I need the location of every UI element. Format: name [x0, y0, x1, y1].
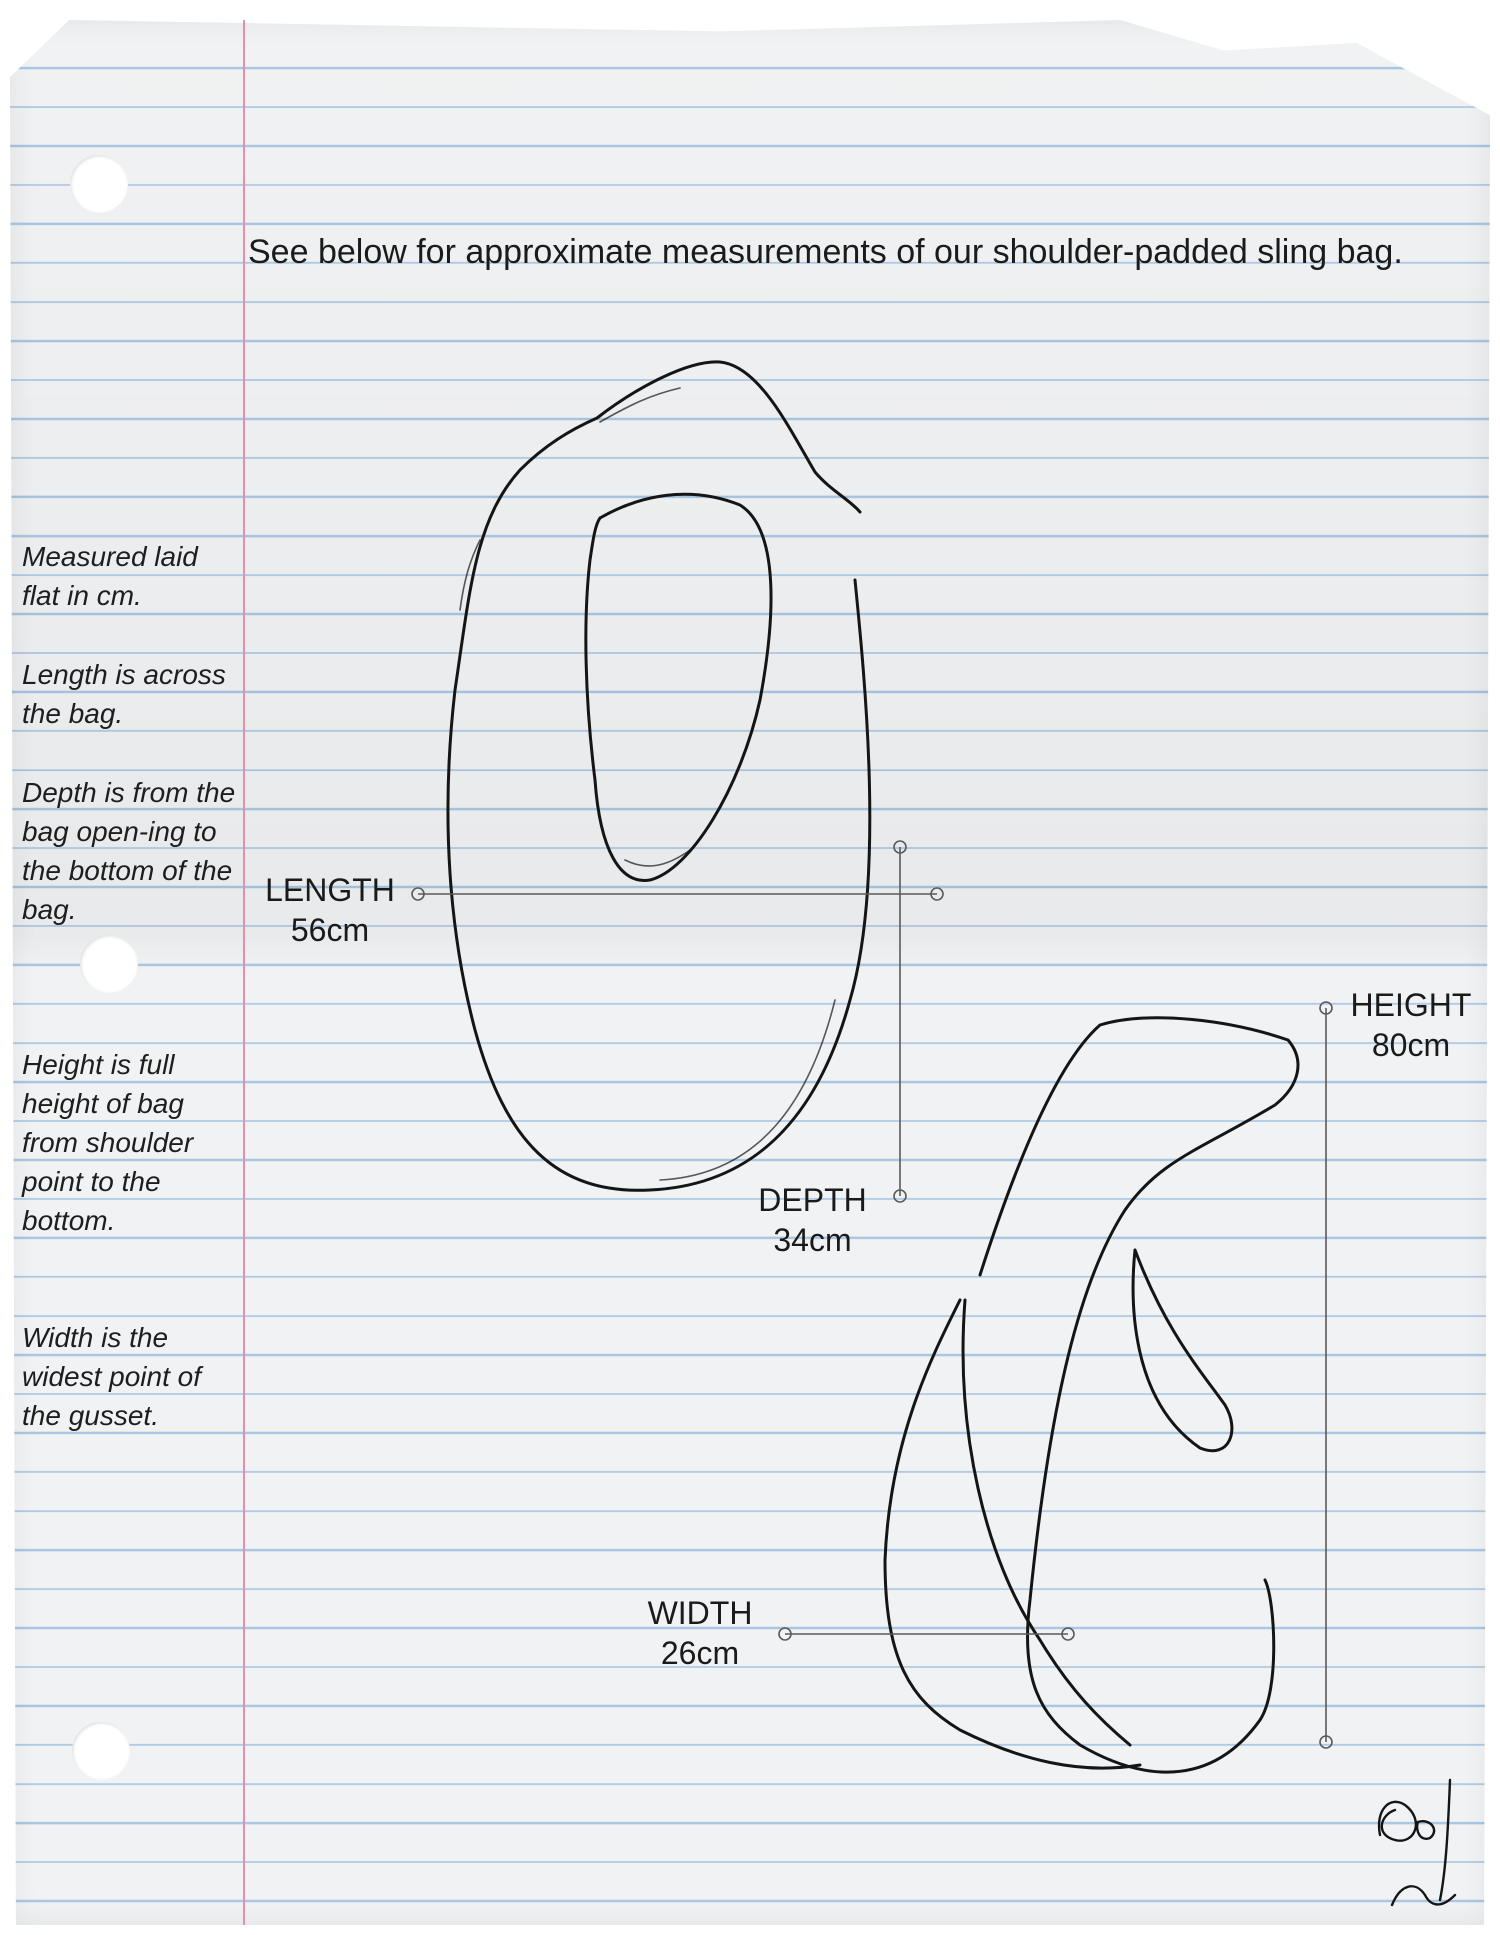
depth-label [735, 1180, 890, 1260]
intro-text: See below for approximate measurements of our shoulder-padded sling bag. [248, 233, 1403, 271]
bag-front-opening-sketch [625, 850, 690, 866]
depth-label-name: DEPTH [758, 1182, 867, 1218]
signature-mark [1379, 1780, 1455, 1905]
note-width: Width is the widest point of the gusset. [22, 1322, 201, 1431]
length-label [255, 870, 405, 950]
height-label-value: 80cm [1371, 1027, 1451, 1063]
bag-side-outline [980, 1018, 1298, 1772]
bag-front-outline-sketch [460, 388, 835, 1180]
length-label-name: LENGTH [265, 872, 395, 908]
bag-front-outline [448, 362, 870, 1190]
width-label-value: 26cm [660, 1635, 740, 1671]
height-label-name: HEIGHT [1350, 987, 1472, 1023]
note-measured: Measured laid flat in cm. [22, 541, 198, 611]
note-length: Length is across the bag. [22, 659, 226, 729]
note-height: Height is full height of bag from shoulder point to the bottom. [22, 1049, 194, 1236]
depth-label-value: 34cm [773, 1222, 852, 1258]
height-label [1336, 985, 1486, 1065]
width-label [625, 1593, 775, 1673]
note-depth: Depth is from the bag open-ing to the bottom of the bag. [22, 777, 236, 925]
width-label-name: WIDTH [647, 1595, 753, 1631]
bag-side-inner-strap [1133, 1250, 1232, 1451]
bag-side-gusset [885, 1300, 1140, 1768]
length-label-value: 56cm [290, 912, 370, 948]
bag-front-opening [586, 494, 771, 880]
